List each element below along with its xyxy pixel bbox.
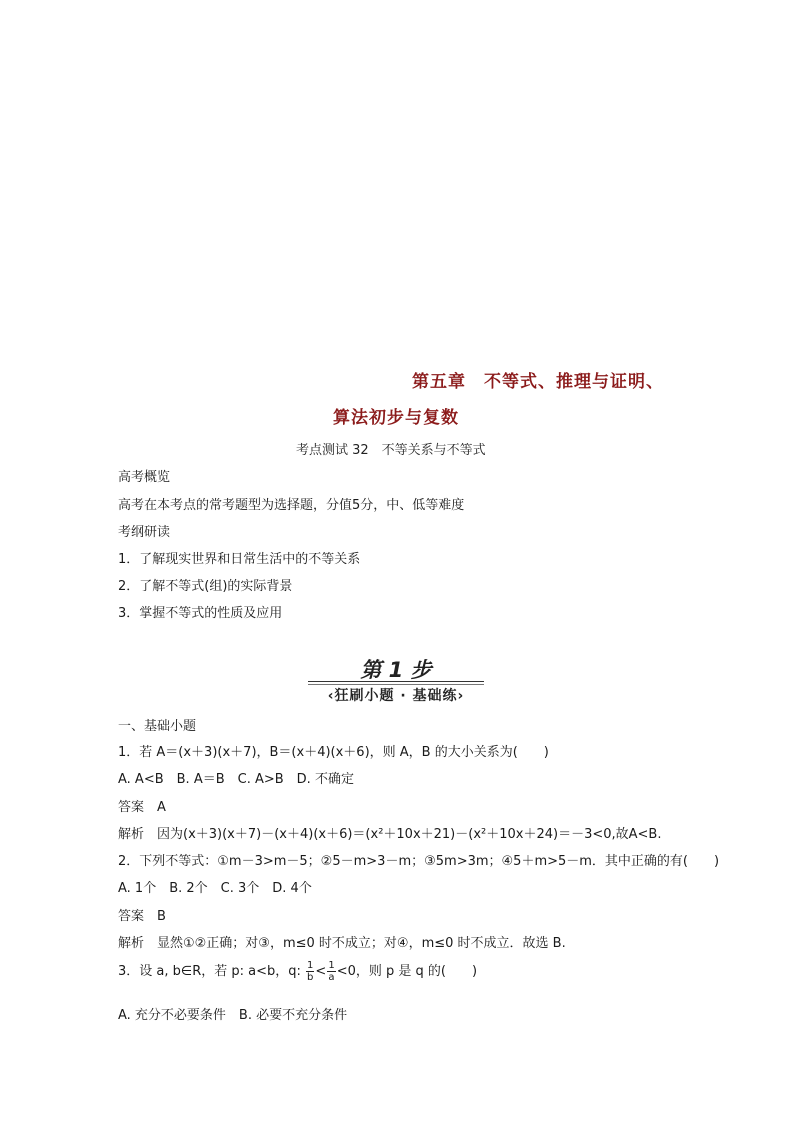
q1-answer: 答案 A <box>118 800 166 815</box>
q3-suffix: <0，则 p 是 q 的( ) <box>336 964 478 979</box>
step-banner <box>300 654 492 708</box>
q2-question: 2．下列不等式：①m－3>m－5；②5－m>3－m；③5m>3m；④5＋m>5－m．其中正确的有( ) <box>118 854 720 869</box>
overview-text: 高考在本考点的常考题型为选择题，分值5分，中、低等难度 <box>118 498 465 513</box>
test-title: 考点测试 32 不等关系与不等式 <box>296 443 486 458</box>
outline-heading: 考纲研读 <box>118 525 171 540</box>
q3-less-than: < <box>315 964 327 979</box>
q1-options: A. A<B B. A＝B C. A>B D. 不确定 <box>118 772 354 787</box>
step-divider-top <box>308 681 484 682</box>
q2-analysis: 解析 显然①②正确；对③，m≤0 时不成立；对④，m≤0 时不成立．故选 B. <box>118 936 566 951</box>
q1-question: 1．若 A＝(x＋3)(x＋7)，B＝(x＋4)(x＋6)，则 A，B 的大小关系为( ) <box>118 745 549 760</box>
outline-item-2: 2．了解不等式(组)的实际背景 <box>118 579 293 594</box>
q3-frac2-denominator: a <box>328 972 335 983</box>
q1-analysis: 解析 因为(x＋3)(x＋7)－(x＋4)(x＋6)＝(x²＋10x＋21)－(x²＋10x＋24)＝－3<0,故A<B. <box>118 827 662 842</box>
chapter-title-line1: 第五章 不等式、推理与证明、 <box>412 372 664 392</box>
chapter-title-line2: 算法初步与复数 <box>333 408 459 428</box>
outline-item-1: 1．了解现实世界和日常生活中的不等关系 <box>118 552 361 567</box>
step-subtitle: ‹狂刷小题 · 基础练› <box>327 688 465 704</box>
q3-fraction-1-over-b <box>306 960 314 983</box>
overview-heading: 高考概览 <box>118 470 171 485</box>
q2-options: A. 1个 B. 2个 C. 3个 D. 4个 <box>118 881 312 896</box>
q3-frac1-numerator: 1 <box>307 960 314 971</box>
q3-frac2-numerator: 1 <box>328 960 335 971</box>
step-title: 第 1 步 <box>360 658 432 682</box>
q3-question <box>118 960 477 983</box>
q2-answer: 答案 B <box>118 909 166 924</box>
q3-prefix: 3．设 a, b∈R，若 p: a<b，q: <box>118 964 301 979</box>
q3-options: A. 充分不必要条件 B. 必要不充分条件 <box>118 1008 348 1023</box>
section-heading: 一、基础小题 <box>118 719 197 734</box>
outline-item-3: 3．掌握不等式的性质及应用 <box>118 606 283 621</box>
q3-fraction-1-over-a <box>327 960 335 983</box>
q3-frac1-denominator: b <box>307 972 314 983</box>
